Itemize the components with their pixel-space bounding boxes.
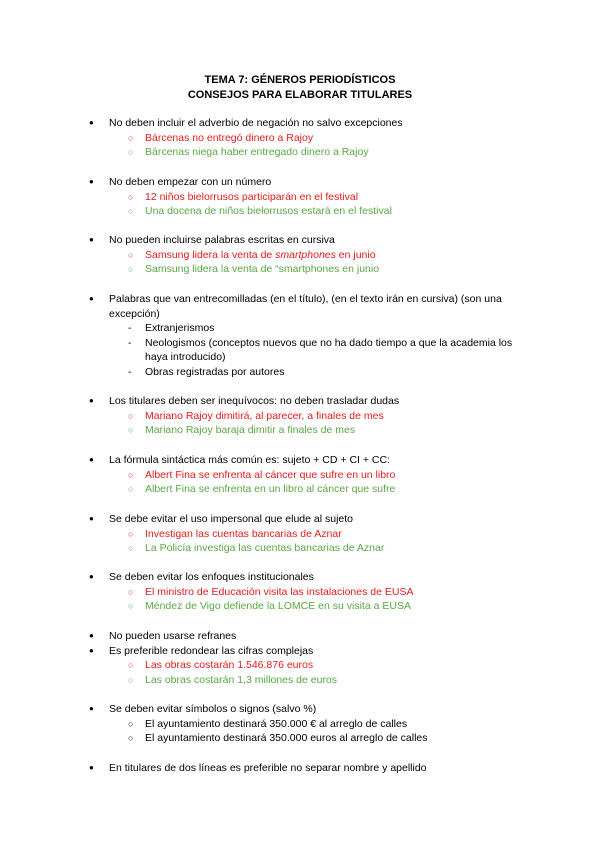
title-line-1: TEMA 7: GÉNEROS PERIODÍSTICOS	[204, 74, 396, 86]
bullet-point: ● Los titulares deben ser inequívocos: no deben trasladar dudas	[0, 394, 600, 409]
bad-example: ○ El ministro de Educación visita las instalaciones de EUSA	[0, 585, 600, 600]
section-quotes	[0, 292, 600, 380]
italic-word: smartphones	[275, 248, 336, 261]
bad-example: ○ Investigan las cuentas bancarias de Aznar	[0, 527, 600, 542]
good-example: ○ Bárcenas niega haber entregado dinero a Rajoy	[0, 145, 600, 160]
good-example: ○ Una docena de niños bielorrusos estará en el festival	[0, 204, 600, 219]
bad-example: ○ Albert Fina se enfrenta al cáncer que sufre en un libro	[0, 468, 600, 483]
good-example: ○ La Policía investiga las cuentas bancarias de Aznar	[0, 541, 600, 556]
good-example: ○ Albert Fina se enfrenta en un libro al cáncer que sufre	[0, 482, 600, 497]
section-italics	[0, 233, 600, 277]
bullet-point: ● Se deben evitar símbolos o signos (salvo %)	[0, 702, 600, 717]
section-figures	[0, 629, 600, 687]
section-symbols	[0, 702, 600, 746]
bad-example: ○ Bárcenas no entregó dinero a Rajoy	[0, 131, 600, 146]
good-example: ○ Méndez de Vigo defiende la LOMCE en su visita a EUSA	[0, 599, 600, 614]
bullet-point: ● Se debe evitar el uso impersonal que elude al sujeto	[0, 512, 600, 527]
dash-item: - Obras registradas por autores	[0, 365, 600, 380]
bullet-point: ● Palabras que van entrecomilladas (en el título), (en el texto irán en cursiva) (son una excepción)	[0, 292, 600, 321]
good-example: ○ Samsung lidera la venta de “smartphones en junio	[0, 262, 600, 277]
dash-item: - Extranjerismos	[0, 321, 600, 336]
bullet-point: ● No pueden incluirse palabras escritas en cursiva	[0, 233, 600, 248]
example: ○ El ayuntamiento destinará 350.000 € al arreglo de calles	[0, 717, 600, 732]
bad-example: ○ Las obras costarán 1.546.876 euros	[0, 658, 600, 673]
bullet-point: ● La fórmula sintáctica más común es: sujeto + CD + CI + CC:	[0, 453, 600, 468]
bullet-point: ● Se deben evitar los enfoques institucionales	[0, 570, 600, 585]
bad-example: ○ 12 niños bielorrusos participarán en el festival	[0, 190, 600, 205]
section-negation	[0, 116, 600, 160]
bullet-point: ● En titulares de dos líneas es preferible no separar nombre y apellido	[0, 761, 600, 776]
dash-item: - Neologismos (conceptos nuevos que no ha dado tiempo a que la academia los haya introducido)	[0, 336, 600, 365]
bad-example: ○ Samsung lidera la venta de smartphones en junio	[0, 248, 600, 263]
example: ○ El ayuntamiento destinará 350.000 euros al arreglo de calles	[0, 731, 600, 746]
section-impersonal	[0, 512, 600, 556]
title-line-2: CONSEJOS PARA ELABORAR TITULARES	[187, 89, 413, 101]
bullet-point: ● No deben empezar con un número	[0, 175, 600, 190]
good-example: ○ Las obras costarán 1,3 millones de euros	[0, 673, 600, 688]
section-syntax	[0, 453, 600, 497]
bullet-point: ● No pueden usarse refranes	[0, 629, 600, 644]
bullet-point: ● Es preferible redondear las cifras complejas	[0, 644, 600, 659]
section-two-lines	[0, 761, 600, 776]
section-institutional	[0, 570, 600, 614]
section-number	[0, 175, 600, 219]
good-example: ○ Mariano Rajoy baraja dimitir a finales de mes	[0, 423, 600, 438]
bad-example: ○ Mariano Rajoy dimitirá, al parecer, a finales de mes	[0, 409, 600, 424]
section-unequivocal	[0, 394, 600, 438]
bullet-point: ● No deben incluir el adverbio de negación no salvo excepciones	[0, 116, 600, 131]
